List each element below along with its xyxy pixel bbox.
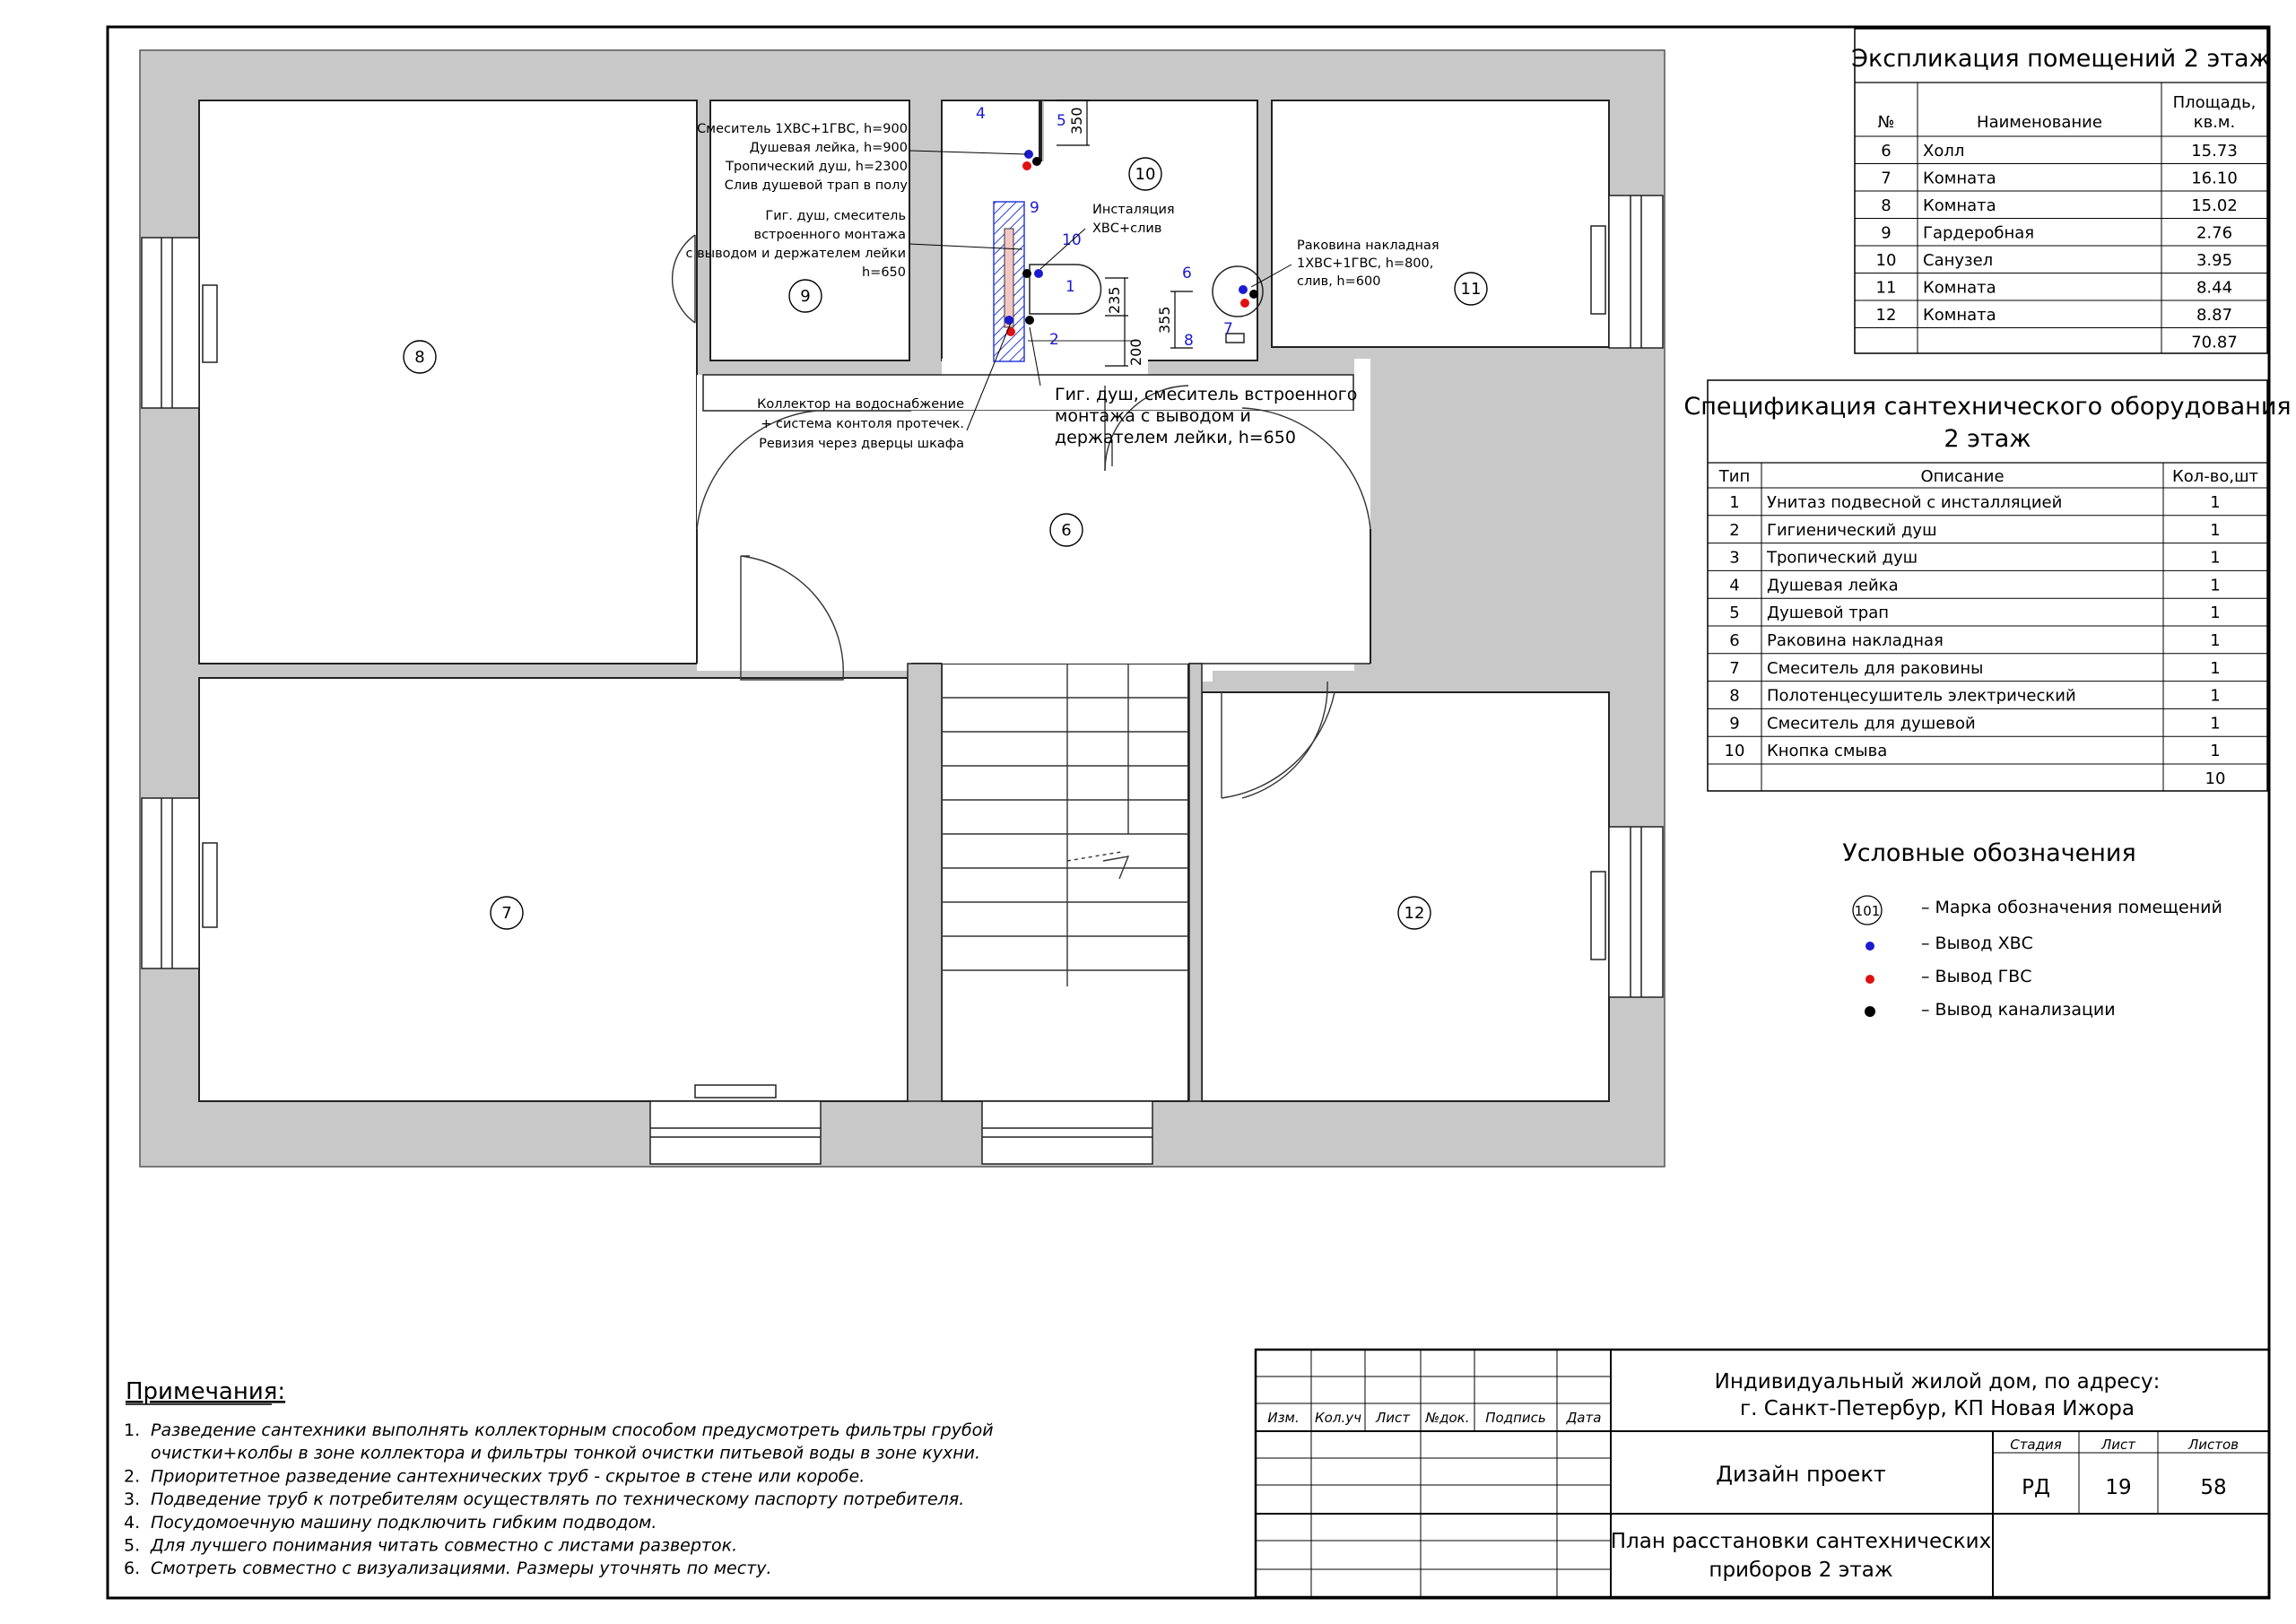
specification-table — [1683, 380, 2291, 791]
fixture-tag: 2 — [1049, 331, 1059, 349]
sheets-value: 58 — [2200, 1476, 2227, 1499]
room-7-area — [199, 678, 908, 1101]
note-number: 4. — [124, 1512, 141, 1533]
explication-row-num: 6 — [1881, 142, 1892, 161]
room-marker-label: 12 — [1404, 904, 1425, 923]
spec-row-desc: Смеситель для раковины — [1767, 658, 1984, 678]
design-label: Дизайн проект — [1716, 1462, 1886, 1487]
explication-row-name: Санузел — [1923, 251, 1994, 270]
callout-bath: Слив душевой трап в полу — [724, 178, 908, 193]
explication-total: 70.87 — [2191, 333, 2238, 352]
note-text: Для лучшего понимания читать совместно с листами разверток. — [151, 1535, 738, 1556]
note-text: Приоритетное разведение сантехнических труб - скрытое в стене или коробе. — [151, 1466, 865, 1487]
callout-hyg-left: встроенного монтажа — [753, 228, 906, 242]
rev-header: Кол.уч — [1315, 1410, 1361, 1426]
spec-row-type: 1 — [1729, 493, 1740, 512]
spec-row-qty: 1 — [2210, 714, 2221, 734]
notes-title: Примечания: — [126, 1378, 286, 1405]
explication-row-area: 15.02 — [2191, 196, 2238, 215]
room-marker-label: 6 — [1061, 521, 1072, 540]
sheets-label: Листов — [2187, 1437, 2239, 1453]
spec-row-qty: 1 — [2210, 686, 2221, 706]
callout-hyg-right: Гиг. душ, смеситель встроенного — [1055, 385, 1358, 404]
spec-row-type: 7 — [1729, 658, 1740, 678]
explication-header-area: Площадь, — [2172, 93, 2257, 112]
explication-row-num: 10 — [1875, 251, 1897, 270]
fixture-tag: 7 — [1223, 320, 1233, 338]
note-text: Подведение труб к потребителям осуществлять по техническому паспорту потребителя. — [151, 1489, 965, 1510]
fixture-tag: 10 — [1062, 231, 1082, 249]
legend-sewer-icon — [1865, 1006, 1875, 1017]
spec-row-desc: Душевая лейка — [1767, 576, 1899, 595]
legend-cold-water-icon — [1866, 942, 1874, 951]
room-12-area — [1202, 692, 1609, 1101]
note-text: Посудомоечную машину подключить гибким подводом. — [151, 1512, 657, 1533]
legend-hot-water-icon — [1866, 975, 1874, 984]
explication-row-name: Комната — [1923, 196, 1996, 215]
spec-row-desc: Кнопка смыва — [1767, 742, 1888, 761]
room-marker-label: 9 — [800, 287, 811, 306]
dimension-label: 235 — [1106, 286, 1123, 314]
callout-sink: слив, h=600 — [1297, 274, 1381, 289]
spec-row-type: 9 — [1729, 714, 1740, 734]
callout-install: ХВС+слив — [1092, 221, 1162, 236]
explication-header-num: № — [1877, 113, 1895, 132]
spec-row-qty: 1 — [2210, 631, 2221, 650]
spec-row-desc: Раковина накладная — [1767, 631, 1944, 650]
rev-header: Изм. — [1267, 1410, 1300, 1426]
room-11-area — [1272, 100, 1609, 347]
callout-hyg-right: монтажа с выводом и — [1055, 406, 1251, 426]
dimension-label: 200 — [1127, 338, 1144, 366]
explication-row-area: 8.44 — [2196, 278, 2233, 298]
explication-row-num: 9 — [1881, 223, 1892, 243]
explication-title: Экспликация помещений 2 этаж — [1851, 45, 2271, 73]
stage-value: РД — [2022, 1476, 2050, 1499]
callout-install: Инсталяция — [1092, 203, 1175, 217]
explication-row-num: 11 — [1875, 278, 1897, 298]
explication-row-name: Комната — [1923, 306, 1996, 325]
rev-header: Лист — [1375, 1410, 1411, 1426]
sheet-label: Лист — [2100, 1437, 2136, 1453]
callout-collector: Ревизия через дверцы шкафа — [759, 437, 964, 451]
spec-row-type: 2 — [1729, 520, 1740, 540]
project-address: Индивидуальный жилой дом, по адресу: — [1714, 1370, 2161, 1394]
callout-bath: Душевая лейка, h=900 — [749, 141, 908, 155]
explication-row-area: 16.10 — [2191, 169, 2238, 188]
spec-header-desc: Описание — [1920, 467, 2005, 486]
stair-area — [942, 664, 1188, 1101]
callout-collector: + система контоля протечек. — [761, 417, 964, 431]
room-marker-label: 8 — [414, 348, 425, 367]
fixture-tag: 6 — [1182, 265, 1192, 282]
spec-row-qty: 1 — [2210, 604, 2221, 623]
spec-row-type: 10 — [1724, 742, 1745, 761]
spec-row-desc: Смеситель для душевой — [1767, 714, 1976, 734]
spec-row-desc: Тропический душ — [1767, 548, 1918, 568]
legend-item-label: – Вывод ГВС — [1921, 967, 2032, 986]
spec-row-type: 8 — [1729, 686, 1740, 706]
note-number: 3. — [124, 1489, 141, 1510]
spec-row-desc: Унитаз подвесной с инсталляцией — [1767, 493, 2063, 512]
spec-row-qty: 1 — [2210, 520, 2221, 540]
legend-title: Условные обозначения — [1842, 839, 2136, 867]
rev-header: Дата — [1566, 1410, 1602, 1426]
drawing-title: приборов 2 этаж — [1709, 1559, 1893, 1582]
note-text: Разведение сантехники выполнять коллекторным способом предусмотреть фильтры грубой — [151, 1420, 994, 1440]
callout-hyg-left: h=650 — [861, 265, 906, 280]
spec-row-type: 3 — [1729, 548, 1740, 568]
legend-marker-sample: 101 — [1854, 903, 1881, 919]
explication-row-name: Холл — [1923, 142, 1965, 161]
note-number: 1. — [124, 1420, 141, 1440]
explication-row-area: 3.95 — [2196, 251, 2233, 270]
sheet-value: 19 — [2105, 1476, 2132, 1499]
explication-row-name: Гардеробная — [1923, 223, 2035, 243]
callout-bath: Смеситель 1ХВС+1ГВС, h=900 — [697, 122, 908, 136]
spec-row-type: 5 — [1729, 604, 1740, 623]
dimension-label: 350 — [1068, 107, 1085, 135]
room-marker-label: 10 — [1135, 165, 1156, 184]
explication-header-name: Наименование — [1977, 113, 2102, 132]
spec-row-qty: 1 — [2210, 658, 2221, 678]
explication-row-name: Комната — [1923, 278, 1996, 298]
spec-row-desc: Душевой трап — [1767, 604, 1890, 623]
callout-sink: Раковина накладная — [1297, 239, 1439, 253]
drawing-title: План расстановки сантехнических — [1610, 1530, 1992, 1553]
callout-sink: 1ХВС+1ГВС, h=800, — [1297, 256, 1434, 271]
note-text: Смотреть совместно с визуализациями. Размеры уточнять по месту. — [151, 1559, 772, 1579]
explication-table — [1851, 29, 2271, 353]
explication-row-area: 8.87 — [2196, 306, 2233, 325]
callout-hyg-left: Гиг. душ, смеситель — [765, 209, 906, 223]
fixture-tag: 4 — [976, 105, 986, 123]
floor-plan — [140, 50, 1665, 1167]
legend-item-label: – Вывод ХВС — [1921, 934, 2033, 953]
dimension-label: 355 — [1156, 306, 1173, 334]
legend-item-label: – Марка обозначения помещений — [1921, 898, 2222, 917]
callout-bath: Тропический душ, h=2300 — [726, 160, 908, 174]
rev-header: №док. — [1425, 1410, 1470, 1426]
legend — [1842, 839, 2222, 1020]
callout-hyg-left: с выводом и держателем лейки — [685, 247, 906, 261]
spec-title: Спецификация сантехнического оборудования — [1683, 393, 2292, 421]
legend-item-label: – Вывод канализации — [1921, 1000, 2116, 1020]
spec-row-qty: 1 — [2210, 742, 2221, 761]
spec-title: 2 этаж — [1944, 425, 2031, 453]
spec-header-type: Тип — [1718, 467, 1751, 486]
note-number: 5. — [124, 1535, 141, 1556]
callout-hyg-right: держателем лейки, h=650 — [1055, 428, 1296, 447]
spec-row-qty: 1 — [2210, 576, 2221, 595]
spec-row-type: 6 — [1729, 631, 1740, 650]
project-address: г. Санкт-Петербур, КП Новая Ижора — [1740, 1397, 2135, 1420]
explication-row-area: 2.76 — [2196, 223, 2233, 243]
explication-row-num: 8 — [1881, 196, 1892, 215]
explication-header-area: кв.м. — [2193, 113, 2236, 132]
fixture-tag: 8 — [1184, 332, 1194, 350]
spec-total: 10 — [2205, 769, 2226, 788]
fixture-tag: 9 — [1030, 199, 1039, 217]
spec-row-qty: 1 — [2210, 493, 2221, 512]
explication-row-area: 15.73 — [2191, 142, 2238, 161]
rev-header: Подпись — [1485, 1410, 1546, 1426]
spec-row-desc: Полотенцесушитель электрический — [1767, 686, 2076, 706]
note-number: 2. — [124, 1466, 141, 1487]
room-marker-label: 7 — [501, 904, 512, 923]
note-number: 6. — [124, 1559, 141, 1579]
fixture-tag: 5 — [1057, 112, 1066, 130]
spec-header-qty: Кол-во,шт — [2171, 467, 2259, 486]
spec-row-qty: 1 — [2210, 548, 2221, 568]
title-block — [1256, 1350, 2269, 1597]
explication-row-num: 7 — [1881, 169, 1892, 188]
fixture-tag: 1 — [1065, 278, 1075, 296]
spec-row-desc: Гигиенический душ — [1767, 520, 1937, 540]
notes — [124, 1378, 994, 1578]
note-text: очистки+колбы в зоне коллектора и фильтры тонкой очистки питьевой воды в зоне кухни. — [151, 1443, 981, 1463]
explication-row-name: Комната — [1923, 169, 1996, 188]
stage-label: Стадия — [2010, 1437, 2062, 1453]
spec-row-type: 4 — [1729, 576, 1740, 595]
room-8-area — [199, 100, 697, 664]
room-marker-label: 11 — [1460, 280, 1482, 299]
explication-row-num: 12 — [1875, 306, 1897, 325]
callout-collector: Коллектор на водоснабжение — [757, 397, 964, 412]
